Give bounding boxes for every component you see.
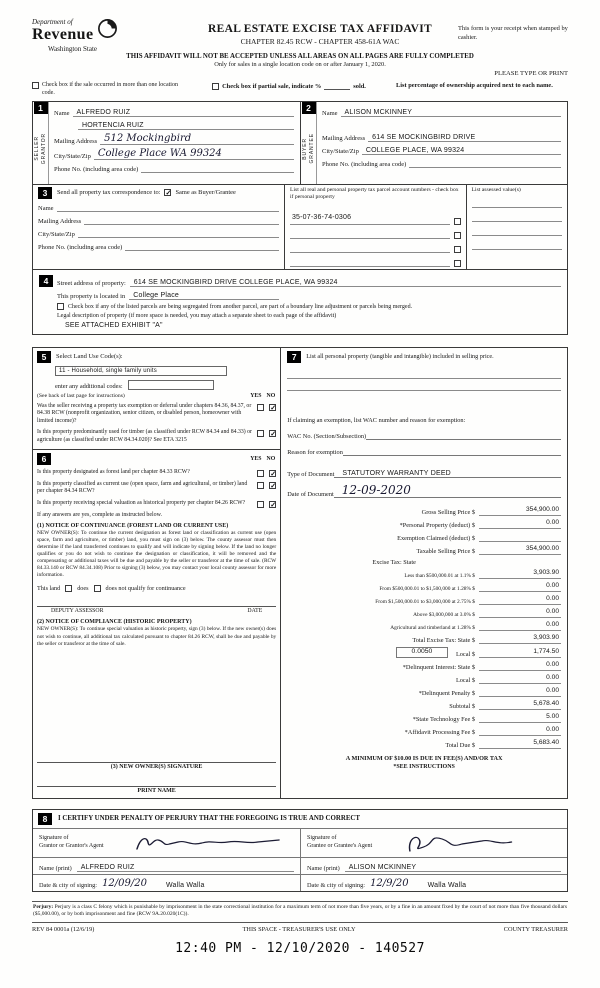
tax-row-label: Taxable Selling Price $: [416, 547, 475, 555]
parcel-1-personal-checkbox[interactable]: [454, 218, 461, 225]
see-instructions-note: *SEE INSTRUCTIONS: [393, 763, 455, 770]
grantor-signing-date[interactable]: 12/09/20: [102, 877, 147, 889]
doc-date-label: Date of Document: [287, 490, 334, 498]
timber-no-checkbox[interactable]: ✓: [270, 430, 277, 439]
partial-sale-percent-field[interactable]: [324, 82, 350, 90]
seller-mailing-label: Mailing Address: [54, 137, 98, 145]
section-2-badge: 2: [302, 102, 316, 114]
tax-row-value[interactable]: 1,774.50: [479, 648, 561, 658]
tax-row-label: Above $3,000,000 at 3.0% $: [413, 611, 475, 618]
current-use-yes-checkbox[interactable]: [257, 482, 264, 489]
tax-row-value[interactable]: 5.00: [479, 713, 561, 723]
tax-row-label: *Personal Property (deduct) $: [399, 521, 475, 529]
tax-row-label: Total Due $: [445, 741, 475, 749]
section-8-badge: 8: [38, 813, 52, 825]
tax-row-value[interactable]: 354,900.00: [479, 545, 561, 555]
tax-row-label: *Affidavit Processing Fee $: [404, 728, 475, 736]
assessed-values-header: List assessed value(s): [471, 186, 521, 193]
property-address-section: [32, 270, 568, 335]
correspondence-csz-field[interactable]: [78, 228, 279, 238]
wac-number-label: WAC No. (Section/Subsection): [287, 432, 367, 440]
historic-question: Is this property receiving special valuation as historical property per chapter 84.26 RCW?: [37, 499, 246, 506]
grantor-name-print-value[interactable]: ALFREDO RUIZ: [80, 863, 135, 871]
receipt-note: This form is your receipt when stamped by cashier.: [458, 25, 568, 41]
historic-no-checkbox[interactable]: ✓: [270, 500, 277, 509]
personal-property-label: List all personal property (tangible and intangible) included in selling price.: [306, 353, 494, 361]
buyer-phone-field[interactable]: [409, 158, 561, 168]
tax-row-value[interactable]: 0.00: [479, 519, 561, 529]
form-header: [32, 18, 568, 53]
treasurer-space-label: THIS SPACE - TREASURER'S USE ONLY: [242, 925, 356, 933]
yes-header: YES: [250, 392, 262, 399]
please-type-or-print-label: PLEASE TYPE OR PRINT: [494, 70, 568, 77]
compliance-notice-title: (2) NOTICE OF COMPLIANCE (HISTORIC PROPERTY): [37, 619, 192, 626]
tax-row-label: Subtotal $: [449, 702, 475, 710]
tax-row-value[interactable]: 0.00: [479, 582, 561, 592]
grantor-name-print-label: Name (print): [39, 864, 72, 872]
continuance-notice-body: NEW OWNER(S): To continue the current designation as forest land or classification as current use (open space, farm and agriculture, or timber) land, you must sign on (3) below. The county assessor must then determine if the land transferred continues to qualify and will indicate by signing below. If the land no longer qualifies or you do not wish to continue the designation or classification, it will be removed and the compensating or additional taxes will be due and payable by the seller or transferor at the time of sale. (RCW 84.33.140 or RCW 84.34.108) Prior to signing (3) below, you may contact your local county assessor for more information.: [37, 529, 277, 579]
main-columns: [32, 347, 568, 799]
form-chapter: CHAPTER 82.45 RCW - CHAPTER 458-61A WAC: [240, 37, 400, 46]
buyer-csz-label: City/State/Zip: [322, 147, 359, 155]
legal-description-value[interactable]: SEE ATTACHED EXHIBIT "A": [65, 321, 163, 329]
grantor-date-city-label: Date & city of signing:: [39, 881, 98, 889]
current-use-question: Is this property classified as current use (open space, farm and agricultural, or timber) land per chapter 84.34 RCW?: [37, 480, 248, 495]
revenue-label: Revenue: [32, 26, 94, 43]
excise-tax-table: [287, 506, 561, 749]
grantor-agent-label: Grantor or Grantor's Agent: [39, 842, 104, 849]
tax-row-value[interactable]: 0.00: [479, 661, 561, 671]
parties-section: [32, 101, 568, 185]
buyer-phone-label: Phone No. (including area code): [322, 160, 407, 168]
correspondence-phone-label: Phone No. (including area code): [38, 243, 123, 251]
section-6-badge: 6: [37, 453, 51, 465]
additional-codes-label: enter any additional codes:: [55, 382, 123, 390]
print-name-line[interactable]: [37, 786, 276, 794]
same-as-buyer-checkbox[interactable]: ✓: [165, 189, 172, 198]
does-not-label: does not qualify for continuance: [105, 585, 186, 593]
buyer-mailing-value[interactable]: 614 SE MOCKINGBIRD DRIVE: [372, 133, 476, 141]
tax-row-value[interactable]: 0.00: [479, 595, 561, 605]
assessed-value-3-field[interactable]: [472, 227, 562, 236]
seller-name-label: Name: [54, 109, 70, 117]
does-not-qualify-checkbox[interactable]: [94, 585, 101, 592]
forest-yes-checkbox[interactable]: [257, 470, 264, 477]
buyer-name-value[interactable]: ALISON MCKINNEY: [344, 108, 413, 116]
exemption-no-checkbox[interactable]: ✓: [270, 403, 277, 412]
seller-csz-value[interactable]: College Place WA 99324: [97, 147, 222, 159]
grantor-signing-city[interactable]: Walla Walla: [165, 881, 205, 889]
correspondence-mailing-label: Mailing Address: [38, 217, 82, 225]
tax-row-value[interactable]: 0.00: [479, 687, 561, 697]
section-1-badge: 1: [34, 102, 48, 114]
top-options-row: [32, 82, 568, 98]
section-3-badge: 3: [38, 187, 52, 199]
dor-swirl-icon: [97, 18, 118, 39]
assessor-date-label: DATE: [247, 608, 263, 615]
street-address-value[interactable]: 614 SE MOCKINGBIRD DRIVE COLLEGE PLACE, WA 99324: [133, 278, 338, 286]
this-land-label: This land: [37, 585, 61, 593]
parcel-2-field[interactable]: [290, 230, 450, 239]
additional-codes-field[interactable]: [128, 380, 214, 390]
seller-phone-label: Phone No. (including area code): [54, 165, 139, 173]
tax-row-value[interactable]: [479, 532, 561, 542]
parcel-2-personal-checkbox[interactable]: [454, 232, 461, 239]
personal-property-field-2[interactable]: [287, 379, 561, 391]
tax-row-value[interactable]: 3,903.90: [479, 569, 561, 579]
rev-code-label: REV 84 0001a (12/6/19): [32, 925, 95, 933]
deputy-assessor-label: DEPUTY ASSESSOR: [51, 608, 104, 615]
tax-row-value[interactable]: 3,903.90: [479, 634, 561, 644]
parcel-number-value[interactable]: 35-07-36-74-0306: [291, 213, 352, 221]
excise-tax-state-header: Excise Tax: State: [372, 558, 416, 566]
single-location-note: Only for sales in a single location code on or after January 1, 2020.: [214, 61, 386, 68]
current-use-no-checkbox[interactable]: ✓: [270, 481, 277, 490]
tax-row-value[interactable]: 354,900.00: [479, 506, 561, 516]
partial-sale-sold-label: sold.: [353, 83, 366, 90]
see-back-note: (See back of last page for instructions): [37, 392, 125, 399]
print-name-label: PRINT NAME: [137, 787, 176, 794]
timber-question: Is this property predominantly used for timber (as classified under RCW 84.34 and 84.33) or agriculture (as classified under RCW 84.34.020)? See ETA 3215: [37, 429, 252, 443]
tax-row-value[interactable]: 0.00: [479, 726, 561, 736]
wac-number-field[interactable]: [366, 430, 561, 440]
compliance-notice-body: NEW OWNER(S): To continue special valuation as historic property, sign (3) below. If the new owner(s) does not wish to continue, all additional tax calculated pursuant to chapter 84.26 RCW, shall be due and payable by the seller or transferor at the time of sale.: [37, 626, 277, 647]
land-use-section: [32, 347, 281, 450]
tax-row-value[interactable]: 5,678.40: [479, 700, 561, 710]
correspondence-mailing-field[interactable]: [84, 215, 279, 225]
deputy-assessor-line[interactable]: [37, 606, 276, 614]
continuance-notice-title: (1) NOTICE OF CONTINUANCE (FOREST LAND OR CURRENT USE): [37, 522, 229, 529]
grantor-signature[interactable]: [132, 831, 294, 855]
land-use-label: Select Land Use Code(s):: [56, 353, 123, 361]
new-owner-signature-line[interactable]: [37, 762, 276, 770]
parcel-4-field[interactable]: [290, 258, 450, 267]
segregated-parcels-label: Check box if any of the listed parcels are being segregated from another parcel, are part of a boundary line adjustment or parcels being merged.: [68, 303, 413, 310]
yes-header-2: YES: [250, 455, 262, 462]
doc-type-value[interactable]: STATUTORY WARRANTY DEED: [342, 469, 451, 477]
land-designation-section: [32, 450, 281, 799]
tax-row-label: From $1,500,000.01 to $3,000,000 at 2.75% $: [375, 598, 475, 605]
correspondence-phone-field[interactable]: [125, 241, 279, 251]
seller-role-label: SELLER: [34, 136, 40, 161]
reason-exemption-field[interactable]: [343, 446, 561, 456]
seller-name-value[interactable]: ALFREDO RUIZ: [76, 108, 131, 116]
ownership-percent-note: List percentage of ownership acquired next to each name.: [396, 82, 553, 89]
doc-type-label: Type of Document: [287, 470, 335, 478]
doc-date-value[interactable]: 12-09-2020: [341, 482, 411, 497]
buyer-mailing-label: Mailing Address: [322, 134, 366, 142]
tax-row-label: Less than $500,000.01 at 1.1% $: [404, 572, 475, 579]
selling-price-section: [281, 347, 568, 799]
grantee-role-label: GRANTEE: [309, 133, 315, 164]
does-qualify-checkbox[interactable]: [65, 585, 72, 592]
local-rate-box[interactable]: 0.0050: [396, 647, 448, 658]
grantee-agent-label: Grantee or Grantee's Agent: [307, 842, 373, 849]
assessed-value-4-field[interactable]: [472, 241, 562, 250]
grantee-signing-city[interactable]: Walla Walla: [427, 881, 467, 889]
perjury-label: Perjury:: [33, 903, 54, 910]
exemption-claim-label: If claiming an exemption, list WAC number and reason for exemption:: [287, 416, 466, 424]
minimum-due-note: A MINIMUM OF $10.00 IS DUE IN FEE(S) AND/OR TAX: [345, 754, 503, 762]
if-yes-note: If any answers are yes, complete as instructed below.: [37, 511, 162, 518]
multi-location-checkbox[interactable]: [32, 82, 39, 89]
grantee-signing-date[interactable]: 12/9/20: [370, 877, 409, 889]
form-footer: [32, 923, 568, 933]
section-4-badge: 4: [39, 275, 53, 287]
multi-location-label: Check box if the sale occurred in more than one location code.: [42, 82, 178, 96]
reason-exemption-label: Reason for exemption: [287, 448, 343, 456]
buyer-role-label: BUYER: [302, 137, 308, 160]
certify-statement: I CERTIFY UNDER PENALTY OF PERJURY THAT THE FOREGOING IS TRUE AND CORRECT: [58, 815, 360, 823]
parcel-numbers-header: List all real and personal property tax parcel account numbers - check box if personal property: [289, 186, 459, 200]
exemption-yes-checkbox[interactable]: [257, 404, 264, 411]
send-correspondence-label: Send all property tax correspondence to:: [57, 189, 161, 197]
tax-row-label: *State Technology Fee $: [412, 715, 475, 723]
department-of-label: Department of: [32, 18, 73, 26]
buyer-csz-value[interactable]: COLLEGE PLACE, WA 99324: [365, 146, 465, 154]
correspondence-csz-label: City/State/Zip: [38, 230, 75, 238]
located-in-label: This property is located in: [57, 292, 126, 300]
personal-property-field-1[interactable]: [287, 367, 561, 379]
cashier-timestamp-stamp: 12:40 PM - 12/10/2020 - 140527: [175, 940, 425, 956]
tax-row-label: Exemption Claimed (deduct) $: [397, 534, 475, 542]
grantee-signature[interactable]: [400, 831, 561, 855]
seller-name2-value[interactable]: HORTENCIA RUIZ: [82, 121, 144, 129]
forest-no-checkbox[interactable]: ✓: [270, 469, 277, 478]
seller-csz-label: City/State/Zip: [54, 152, 91, 160]
tax-row-label: Agricultural and timberland at 1.28% $: [390, 624, 475, 631]
section-5-badge: 5: [37, 351, 51, 363]
new-owner-signature-label: (3) NEW OWNER(S) SIGNATURE: [110, 763, 203, 770]
assessed-value-1-field[interactable]: [472, 199, 562, 208]
partial-sale-label: Check box if partial sale, indicate %: [222, 83, 322, 90]
form-title: REAL ESTATE EXCISE TAX AFFIDAVIT: [208, 23, 432, 35]
parcel-4-personal-checkbox[interactable]: [454, 260, 461, 267]
assessed-value-2-field[interactable]: [472, 213, 562, 222]
tax-row-label: *Delinquent Interest: State $: [402, 663, 475, 671]
no-header: NO: [266, 392, 276, 399]
forest-land-question: Is this property designated as forest land per chapter 84.33 RCW?: [37, 468, 190, 475]
seller-grantor-box: [33, 102, 300, 184]
correspondence-name-field[interactable]: [57, 202, 279, 212]
located-in-value[interactable]: College Place: [133, 291, 180, 299]
washington-state-label: Washington State: [48, 45, 98, 53]
timber-yes-checkbox[interactable]: [257, 430, 264, 437]
tax-correspondence-section: [32, 185, 568, 270]
tax-row-label: *Delinquent Penalty $: [418, 689, 475, 697]
grantee-name-print-label: Name (print): [307, 864, 340, 872]
parcel-3-personal-checkbox[interactable]: [454, 246, 461, 253]
section-7-badge: 7: [287, 351, 301, 363]
tax-row-value[interactable]: 5,683.40: [479, 739, 561, 749]
seller-phone-field[interactable]: [141, 163, 294, 173]
partial-sale-checkbox[interactable]: [212, 83, 219, 90]
county-treasurer-label: COUNTY TREASURER: [503, 925, 568, 933]
buyer-grantee-box: [300, 102, 567, 184]
grantee-date-city-label: Date & city of signing:: [307, 881, 366, 889]
certification-section: [32, 809, 568, 892]
historic-yes-checkbox[interactable]: [257, 501, 264, 508]
tax-row-value[interactable]: 0.00: [479, 608, 561, 618]
grantee-name-print-value[interactable]: ALISON MCKINNEY: [348, 863, 417, 871]
tax-row-label: Total Excise Tax: State $: [412, 636, 475, 644]
acceptance-warning: THIS AFFIDAVIT WILL NOT BE ACCEPTED UNLESS ALL AREAS ON ALL PAGES ARE FULLY COMPLETED: [126, 53, 474, 60]
segregated-parcels-checkbox[interactable]: [57, 303, 64, 310]
parcel-3-field[interactable]: [290, 244, 450, 253]
grantee-signature-of-label: Signature of: [307, 835, 337, 842]
street-address-label: Street address of property:: [57, 279, 126, 287]
grantor-role-label: GRANTOR: [41, 132, 47, 165]
perjury-text: Perjury is a class C felony which is punishable by imprisonment in the state correctional institution for a maximum term of not more than five years, or by a fine in an amount fixed by the court of not more than five thousand dollars ($5,000.00), or by both imprisonment and fine (RCW 9A.20.020(1C)).: [33, 903, 567, 918]
land-use-code-select[interactable]: 11 - Household, single family units: [55, 366, 227, 376]
buyer-name-label: Name: [322, 109, 338, 117]
does-label: does: [77, 585, 89, 593]
grantor-signature-of-label: Signature of: [39, 835, 69, 842]
tax-row-value[interactable]: 0.00: [479, 621, 561, 631]
tax-row-label: From $500,000.01 to $1,500,000 at 1.28% $: [379, 585, 475, 592]
correspondence-name-label: Name: [38, 204, 54, 212]
legal-description-label: Legal description of property (if more space is needed, you may attach a separate sheet to each page of the affidavit): [57, 312, 337, 319]
seller-mailing-value[interactable]: 512 Mockingbird: [104, 132, 192, 144]
tax-row-label: Local $: [455, 676, 475, 684]
tax-row-value[interactable]: 0.00: [479, 674, 561, 684]
exemption-question: Was the seller receiving a property tax exemption or deferral under chapters 84.36, 84.37, or 84.38 RCW (nonprofit organization, senior citizen, or disabled person, homeowner with limited income)?: [37, 402, 252, 424]
dor-logo-block: [32, 18, 182, 53]
same-as-buyer-label: Same as Buyer/Grantee: [175, 189, 236, 197]
perjury-notice: [32, 901, 568, 923]
no-header-2: NO: [266, 455, 276, 462]
tax-row-label: Gross Selling Price $: [421, 508, 475, 516]
tax-row-label: Local $: [455, 650, 475, 658]
